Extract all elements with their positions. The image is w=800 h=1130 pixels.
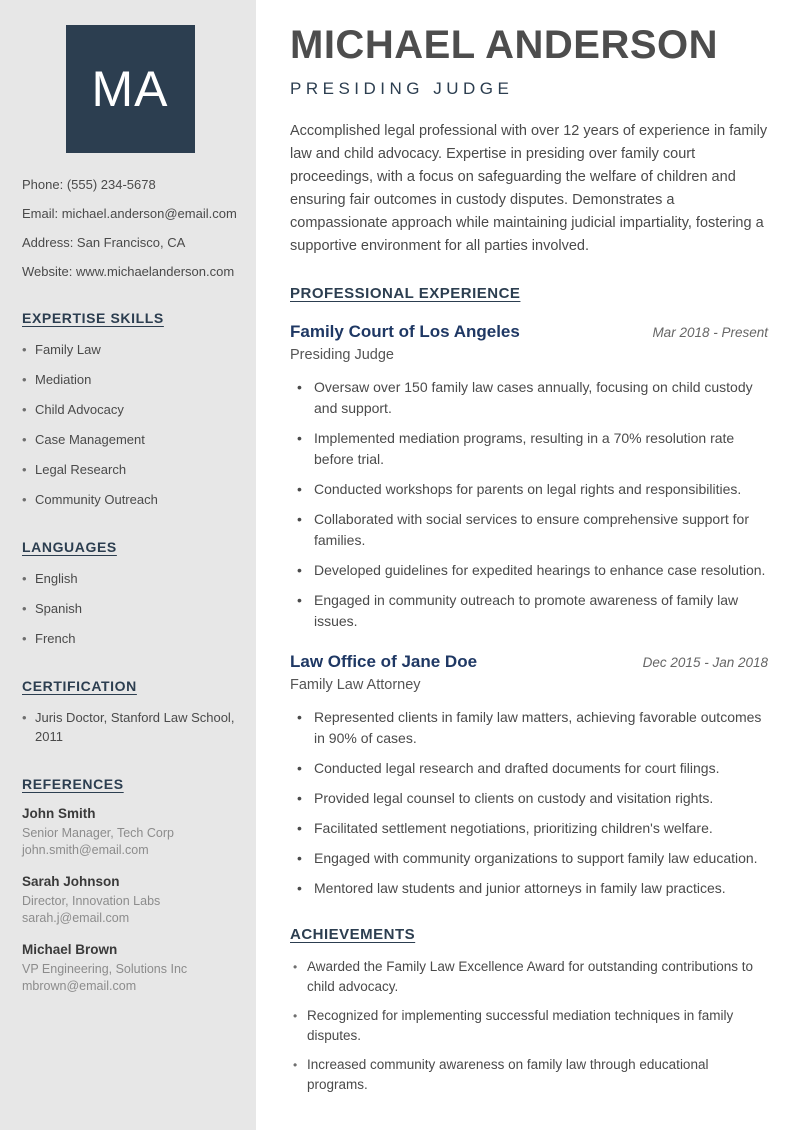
language-item: • French xyxy=(22,629,238,648)
languages-section xyxy=(22,539,238,648)
skill-item: • Family Law xyxy=(22,340,238,359)
reference-name: Sarah Johnson xyxy=(22,874,120,889)
certification-heading: CERTIFICATION xyxy=(22,678,137,694)
job-entry xyxy=(290,322,768,632)
skills-section xyxy=(22,310,238,509)
job-dates: Mar 2018 - Present xyxy=(652,325,768,340)
reference-entry xyxy=(22,806,238,859)
job-role: Family Law Attorney xyxy=(290,677,421,693)
skill-item: • Mediation xyxy=(22,370,238,389)
skill-item: • Case Management xyxy=(22,430,238,449)
experience-heading: PROFESSIONAL EXPERIENCE xyxy=(290,285,521,302)
reference-title: Senior Manager, Tech Corp xyxy=(22,826,174,840)
contact-info xyxy=(22,177,238,280)
job-bullets xyxy=(290,707,768,899)
sidebar xyxy=(0,0,256,1130)
job-entry xyxy=(290,652,768,899)
job-bullet: • Oversaw over 150 family law cases annually, focusing on child custody and support. xyxy=(290,377,768,419)
skill-item: • Child Advocacy xyxy=(22,400,238,419)
experience-section xyxy=(290,285,768,899)
job-header xyxy=(290,322,768,342)
certification-list xyxy=(22,708,238,746)
job-bullet: • Conducted workshops for parents on legal rights and responsibilities. xyxy=(290,479,768,500)
certification-section xyxy=(22,678,238,746)
achievements-list xyxy=(290,957,768,1095)
job-bullet: • Implemented mediation programs, resulting in a 70% resolution rate before trial. xyxy=(290,428,768,470)
achievement-item: • Increased community awareness on family law through educational programs. xyxy=(290,1055,768,1095)
reference-email: sarah.j@email.com xyxy=(22,911,130,925)
job-company: Family Court of Los Angeles xyxy=(290,322,520,341)
reference-email: mbrown@email.com xyxy=(22,979,137,993)
main-content xyxy=(256,0,800,1130)
avatar xyxy=(66,25,195,153)
page-title: MICHAEL ANDERSON xyxy=(290,23,719,67)
summary-text: Accomplished legal professional with over 12 years of experience in family law and child advocacy. Expertise in presiding over family court proceedings, with a focus on safeguarding the welfare of children and ensuring fair outcomes in custody disputes. Demonstrates a compassionate approach while maintaining judicial impartiality, fostering a supportive environment for all parties involved. xyxy=(290,123,768,254)
language-item: • Spanish xyxy=(22,599,238,618)
job-company: Law Office of Jane Doe xyxy=(290,652,478,671)
job-bullet: • Engaged in community outreach to promote awareness of family law issues. xyxy=(290,590,768,632)
reference-name: Michael Brown xyxy=(22,942,118,957)
avatar-initials: MA xyxy=(91,61,169,117)
job-bullet: • Engaged with community organizations to support family law education. xyxy=(290,848,768,869)
job-bullets xyxy=(290,377,768,632)
skill-item: • Community Outreach xyxy=(22,490,238,509)
job-dates: Dec 2015 - Jan 2018 xyxy=(642,655,768,670)
achievement-item: • Awarded the Family Law Excellence Award for outstanding contributions to child advocacy. xyxy=(290,957,768,997)
jobs-container xyxy=(290,322,768,899)
skill-item: • Legal Research xyxy=(22,460,238,479)
achievement-item: • Recognized for implementing successful mediation techniques in family disputes. xyxy=(290,1006,768,1046)
reference-email: john.smith@email.com xyxy=(22,843,149,857)
job-bullet: • Provided legal counsel to clients on custody and visitation rights. xyxy=(290,788,768,809)
skills-heading: EXPERTISE SKILLS xyxy=(22,310,164,326)
contact-phone: Phone: (555) 234-5678 xyxy=(22,177,156,192)
references-list xyxy=(22,806,238,995)
reference-entry xyxy=(22,942,238,995)
languages-heading: LANGUAGES xyxy=(22,539,117,555)
reference-name: John Smith xyxy=(22,806,96,821)
job-bullet: • Conducted legal research and drafted documents for court filings. xyxy=(290,758,768,779)
job-bullet: • Facilitated settlement negotiations, prioritizing children's welfare. xyxy=(290,818,768,839)
achievements-heading: ACHIEVEMENTS xyxy=(290,926,416,943)
contact-email: Email: michael.anderson@email.com xyxy=(22,206,237,221)
person-job-title: PRESIDING JUDGE xyxy=(290,79,514,98)
reference-entry xyxy=(22,874,238,927)
job-bullet: • Represented clients in family law matters, achieving favorable outcomes in 90% of cases. xyxy=(290,707,768,749)
job-header xyxy=(290,652,768,672)
contact-address: Address: San Francisco, CA xyxy=(22,235,186,250)
achievements-section xyxy=(290,926,768,1095)
references-heading: REFERENCES xyxy=(22,776,124,792)
skills-list xyxy=(22,340,238,509)
languages-list xyxy=(22,569,238,648)
reference-title: VP Engineering, Solutions Inc xyxy=(22,962,188,976)
reference-title: Director, Innovation Labs xyxy=(22,894,161,908)
job-bullet: • Mentored law students and junior attorneys in family law practices. xyxy=(290,878,768,899)
references-section xyxy=(22,776,238,995)
contact-website: Website: www.michaelanderson.com xyxy=(22,264,235,279)
language-item: • English xyxy=(22,569,238,588)
job-bullet: • Developed guidelines for expedited hearings to enhance case resolution. xyxy=(290,560,768,581)
job-bullet: • Collaborated with social services to ensure comprehensive support for families. xyxy=(290,509,768,551)
certification-item: • Juris Doctor, Stanford Law School, 2011 xyxy=(22,708,238,746)
job-role: Presiding Judge xyxy=(290,347,394,363)
